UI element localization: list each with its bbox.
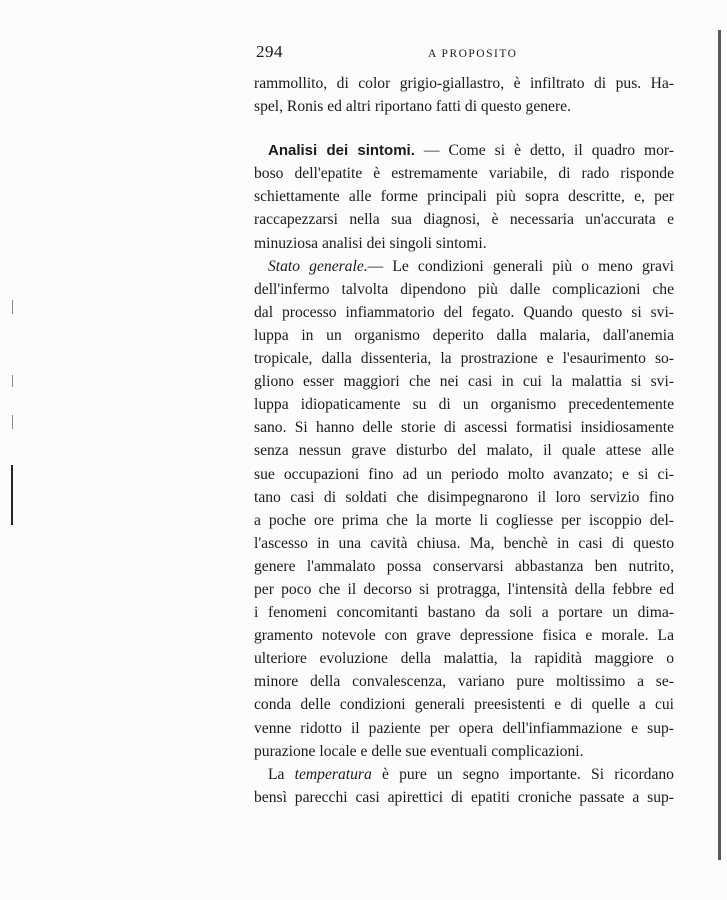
page-number: 294	[256, 42, 283, 61]
text-line: raccapezzarsi nella sua diagnosi, è necessaria un'accurata e	[254, 211, 674, 229]
text-line: l'ascesso in una cavità chiusa. Ma, benchè in casi di questo	[254, 534, 674, 552]
running-title: A PROPOSITO	[428, 48, 518, 60]
section-analisi	[254, 139, 674, 254]
text-line: — Come si è detto, il quadro mor-	[414, 142, 674, 160]
text-line: venne ridotto il paziente per opera dell'infiammazione e sup-	[254, 719, 674, 737]
text-line: purazione locale e delle sue eventuali complicazioni.	[254, 742, 584, 760]
text-line: minore della convalescenza, variano pure moltissimo a se-	[254, 673, 674, 691]
text-line: è pure un segno importante. Si ricordano	[371, 765, 674, 783]
text-line: senza nessun grave disturbo del malato, il quale attese alle	[254, 442, 674, 460]
paragraph-temperatura	[254, 763, 674, 809]
text-line: conda delle condizioni generali preesistenti e di quelle a cui	[254, 696, 674, 714]
text-line: luppa idiopaticamente su di un organismo precedentemente	[254, 396, 674, 414]
page-header	[254, 40, 674, 72]
scan-edge-tick	[12, 375, 13, 387]
text-line: a poche ore prima che la morte li cogliesse per iscoppio del-	[254, 511, 674, 529]
body-text	[254, 72, 674, 809]
section-heading: Analisi dei sintomi.	[268, 142, 415, 160]
text-line: rammollito, di color grigio-giallastro, è infiltrato di pus. Ha-	[254, 75, 674, 92]
term-temperatura: temperatura	[294, 765, 372, 783]
text-line: tano casi di soldati che disimpegnarono il loro servizio fino	[254, 488, 674, 506]
text-line: per poco che il decorso si protragga, l'intensità della febbre ed	[254, 580, 674, 598]
subheading-stato-generale: Stato generale.	[268, 257, 368, 275]
text-line: boso dell'epatite è estremamente variabile, di rado risponde	[254, 165, 674, 183]
text-line: minuziosa analisi dei singoli sintomi.	[254, 234, 487, 252]
text-line: sano. Si hanno delle storie di ascessi formatisi insidiosamente	[254, 419, 674, 437]
text-line: genere l'ammalato possa conservarsi abbastanza ben nutrito,	[254, 557, 674, 575]
paragraph-stato-generale	[254, 255, 674, 763]
book-page	[254, 40, 674, 809]
scan-edge-tick	[12, 415, 13, 429]
text-line: gliono esser maggiori che nei casi in cui la malattia si svi-	[254, 373, 674, 391]
text-line: i fenomeni concomitanti bastano da soli a portare un dima-	[254, 604, 674, 622]
scan-edge-mark	[11, 465, 13, 525]
text-line: spel, Ronis ed altri riportano fatti di questo genere.	[254, 98, 571, 116]
scan-edge-tick	[12, 300, 13, 314]
text-line: bensì parecchi casi apirettici di epatiti croniche passate a sup-	[254, 788, 674, 806]
text-line: ulteriore evoluzione della malattia, la rapidità maggiore o	[254, 650, 674, 668]
text-line: gramento notevole con grave depressione fisica e morale. La	[254, 627, 674, 645]
text-line: luppa in un organismo deperito dalla malaria, dall'anemia	[254, 326, 674, 344]
text-line: tropicale, dalla dissenteria, la prostrazione e l'esaurimento so-	[254, 350, 674, 368]
text-line: La	[268, 765, 295, 783]
text-line: — Le condizioni generali più o meno gravi	[367, 257, 674, 275]
text-line: dal processo infiammatorio del fegato. Quando questo si svi-	[254, 303, 674, 321]
text-line: sue occupazioni fino ad un periodo molto avanzato; e si ci-	[254, 465, 674, 483]
page-gutter-shadow	[718, 30, 721, 860]
text-line: dell'infermo talvolta dipendono più dalle complicazioni che	[254, 280, 674, 298]
paragraph-continuation	[254, 72, 674, 118]
text-line: schiettamente alle forme principali più sopra descritte, e, per	[254, 188, 674, 206]
